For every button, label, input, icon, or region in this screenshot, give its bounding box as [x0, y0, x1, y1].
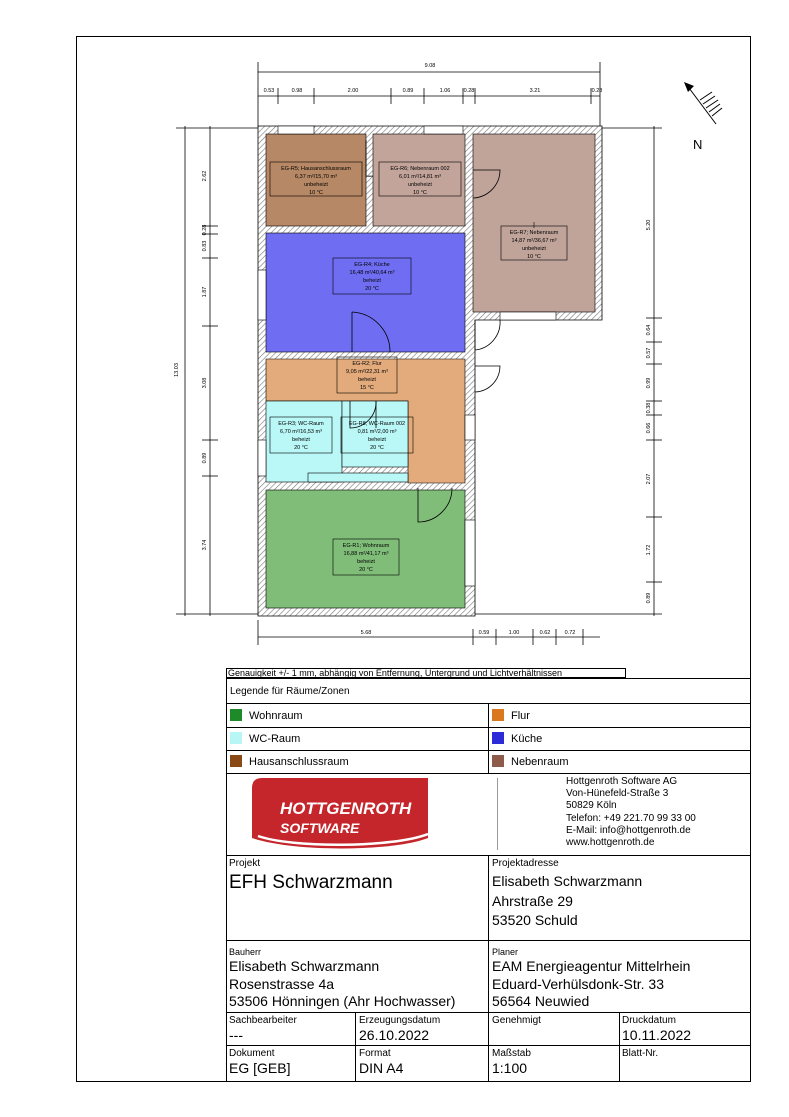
format-label: Format	[359, 1048, 391, 1059]
planer-line: EAM Energieagentur Mittelrhein	[492, 958, 691, 974]
projektadresse-line: 53520 Schuld	[492, 912, 578, 928]
company-name: Hottgenroth Software AG	[566, 776, 678, 787]
bauherr-line: 53506 Hönningen (Ahr Hochwasser)	[229, 993, 456, 1009]
dim-left-seg: 0.89	[202, 452, 208, 464]
genehmigt-label: Genehmigt	[492, 1015, 541, 1026]
room-label-line: beheizt	[358, 377, 376, 383]
dim-right-seg: 0.38	[646, 402, 652, 414]
bauherr-line: Rosenstrasse 4a	[229, 975, 335, 992]
legend-label: Hausanschlussraum	[249, 756, 349, 768]
dim-left-seg: 3.74	[202, 539, 208, 551]
dim-bottom-seg: 1.00	[508, 630, 520, 636]
dokument-label: Dokument	[229, 1048, 275, 1059]
room-label-line: unbeheizt	[522, 246, 546, 252]
north-label: N	[693, 137, 703, 152]
divider	[619, 1012, 620, 1082]
projekt-label: Projekt	[229, 858, 261, 869]
logo-line1: HOTTGENROTH	[280, 799, 412, 818]
company-city: 50829 Köln	[566, 800, 617, 812]
dim-left-seg: 3.08	[202, 377, 208, 389]
dim-left-seg: 0.28	[202, 224, 208, 236]
room-label-line: EG-R5; Hausanschlussraum	[281, 166, 351, 172]
logo-line2: SOFTWARE	[280, 820, 360, 836]
planer-line: Eduard-Verhülsdonk-Str. 33	[492, 975, 664, 992]
top-dimension-lines	[258, 62, 600, 126]
accuracy-note-box	[226, 668, 626, 678]
divider	[355, 1012, 356, 1082]
dim-top-seg: 3.21	[529, 88, 541, 94]
room-label-line: 9,05 m²/22,31 m³	[346, 369, 388, 375]
legend-swatch-kueche	[492, 732, 504, 744]
north-arrow-icon	[684, 82, 722, 152]
dim-top-seg: 0.89	[402, 88, 414, 94]
format-value: DIN A4	[359, 1060, 404, 1076]
erzeugungsdatum-value: 26.10.2022	[359, 1027, 430, 1043]
legend-swatch-wc-raum	[230, 732, 242, 744]
room-label-line: 10 °C	[527, 254, 541, 260]
dim-top-seg: 0.53	[263, 88, 275, 94]
projektadresse-label: Projektadresse	[492, 858, 559, 869]
dim-bottom-seg: 0.62	[539, 630, 551, 636]
room-wohnraum	[266, 490, 465, 608]
dim-bottom-seg: 5.68	[360, 630, 372, 636]
dim-bottom-seg: 0.72	[564, 630, 576, 636]
room-label-line: 6,37 m²/15,70 m³	[295, 174, 337, 180]
room-label-line: EG-R7; Nebenraum	[509, 230, 559, 236]
legend-label: Küche	[511, 733, 543, 745]
legend-swatch-wohnraum	[230, 709, 242, 721]
left-dimension-lines	[176, 126, 262, 616]
bauherr-label: Bauherr	[229, 947, 262, 957]
room-kueche	[266, 233, 465, 352]
legend-label: WC-Raum	[249, 733, 301, 745]
blatt-label: Blatt-Nr.	[622, 1048, 659, 1059]
massstab-label: Maßstab	[492, 1048, 531, 1059]
room-label-line: 20 °C	[359, 567, 373, 573]
room-label-line: 10 °C	[309, 190, 323, 196]
druckdatum-label: Druckdatum	[622, 1015, 676, 1026]
room-label-line: unbeheizt	[408, 182, 432, 188]
room-label-line: unbeheizt	[304, 182, 328, 188]
legend-label: Flur	[511, 710, 530, 722]
room-label-line: 14,87 m²/36,67 m³	[511, 238, 557, 244]
dim-right-seg: 0.89	[646, 592, 652, 604]
sachbearbeiter-value: ---	[229, 1027, 243, 1043]
room-label-line: EG-R2; Flur	[352, 361, 382, 367]
dim-left-overall: 13.03	[174, 363, 180, 377]
dim-right-seg: 2.07	[646, 473, 652, 485]
room-label-line: 20 °C	[365, 286, 379, 292]
planer	[492, 958, 690, 1011]
projekt-value: EFH Schwarzmann	[229, 872, 393, 893]
company-web: www.hottgenroth.de	[566, 837, 655, 849]
room-label-line: 0,81 m²/2,00 m³	[357, 429, 397, 435]
dim-top-seg: 2.00	[347, 88, 359, 94]
room-label-line: 20 °C	[294, 445, 308, 451]
projektadresse-line: Elisabeth Schwarzmann	[492, 873, 643, 889]
dim-top-seg: 0.98	[291, 88, 303, 94]
dim-top-seg: 0.28	[591, 88, 603, 94]
room-label-line: EG-R3; WC-Raum	[278, 421, 324, 427]
dim-top-seg: 1.06	[439, 88, 451, 94]
company-street: Von-Hünefeld-Straße 3	[566, 788, 669, 800]
dim-right-seg: 0.57	[646, 347, 652, 359]
dim-right-seg: 5.20	[646, 219, 652, 231]
room-label-line: 10 °C	[413, 190, 427, 196]
divider	[226, 773, 751, 774]
erzeugungsdatum-label: Erzeugungsdatum	[359, 1015, 441, 1026]
company-phone: Telefon: +49 221.70 99 33 00	[566, 812, 696, 824]
projektadresse	[492, 872, 642, 931]
room-label-line: beheizt	[357, 559, 375, 565]
sachbearbeiter-label: Sachbearbeiter	[229, 1015, 297, 1026]
legend-swatch-hausanschlussraum	[230, 755, 242, 767]
dim-left-seg: 0.83	[202, 240, 208, 252]
dokument-value: EG [GEB]	[229, 1060, 291, 1076]
legend-label: Wohnraum	[249, 710, 303, 722]
room-label-line: 15 °C	[360, 385, 374, 391]
room-label-line: EG-R8; WC-Raum 002	[348, 421, 406, 427]
legend-swatch-flur	[492, 709, 504, 721]
divider	[488, 703, 489, 773]
room-label-line: 6,70 m²/16,53 m³	[280, 429, 322, 435]
bauherr	[229, 958, 455, 1011]
room-label-line: 20 °C	[370, 445, 384, 451]
room-label-line: 6,01 m²/14,81 m³	[399, 174, 441, 180]
planer-label: Planer	[492, 947, 519, 957]
planer-line: 56564 Neuwied	[492, 993, 590, 1009]
room-nebenraum-002	[373, 134, 465, 226]
dim-right-seg: 0.66	[646, 422, 652, 434]
company-address	[566, 776, 696, 849]
dim-top-overall: 9.08	[424, 63, 436, 69]
divider	[497, 778, 498, 850]
projektadresse-line: Ahrstraße 29	[492, 892, 573, 909]
dim-right-seg: 1.72	[646, 544, 652, 556]
legend-label: Nebenraum	[511, 756, 569, 768]
accuracy-note: Genauigkeit +/- 1 mm, abhängig von Entfernung, Untergrund und Lichtverhältnissen	[228, 668, 562, 678]
room-label-line: beheizt	[292, 437, 310, 443]
druckdatum-value: 10.11.2022	[622, 1027, 692, 1043]
bauherr-line: Elisabeth Schwarzmann	[229, 958, 380, 974]
divider	[488, 855, 489, 1082]
legend-title: Legende für Räume/Zonen	[230, 686, 350, 697]
dim-right-seg: 0.99	[646, 377, 652, 389]
room-label-line: 16,48 m²/40,64 m³	[349, 270, 395, 276]
hottgenroth-logo	[252, 778, 428, 852]
room-label-line: 16,88 m²/41,17 m³	[343, 551, 389, 557]
room-wc-passage	[308, 473, 408, 482]
room-label-line: beheizt	[363, 278, 381, 284]
dim-left-seg: 1.87	[202, 286, 208, 298]
room-label-line: EG-R1; Wohnraum	[342, 543, 390, 549]
room-label-line: EG-R6; Nebenraum 002	[390, 166, 450, 172]
dim-top-seg: 0.28	[463, 88, 475, 94]
massstab-value: 1:100	[492, 1060, 528, 1076]
room-label-line: EG-R4; Küche	[354, 262, 390, 268]
company-email: E-Mail: info@hottgenroth.de	[566, 824, 691, 836]
dim-left-seg: 2.62	[202, 170, 208, 182]
room-hausanschlussraum	[266, 134, 366, 226]
room-label-line: beheizt	[368, 437, 386, 443]
legend-swatch-nebenraum	[492, 755, 504, 767]
dim-right-seg: 0.64	[646, 324, 652, 336]
dim-bottom-seg: 0.59	[478, 630, 490, 636]
